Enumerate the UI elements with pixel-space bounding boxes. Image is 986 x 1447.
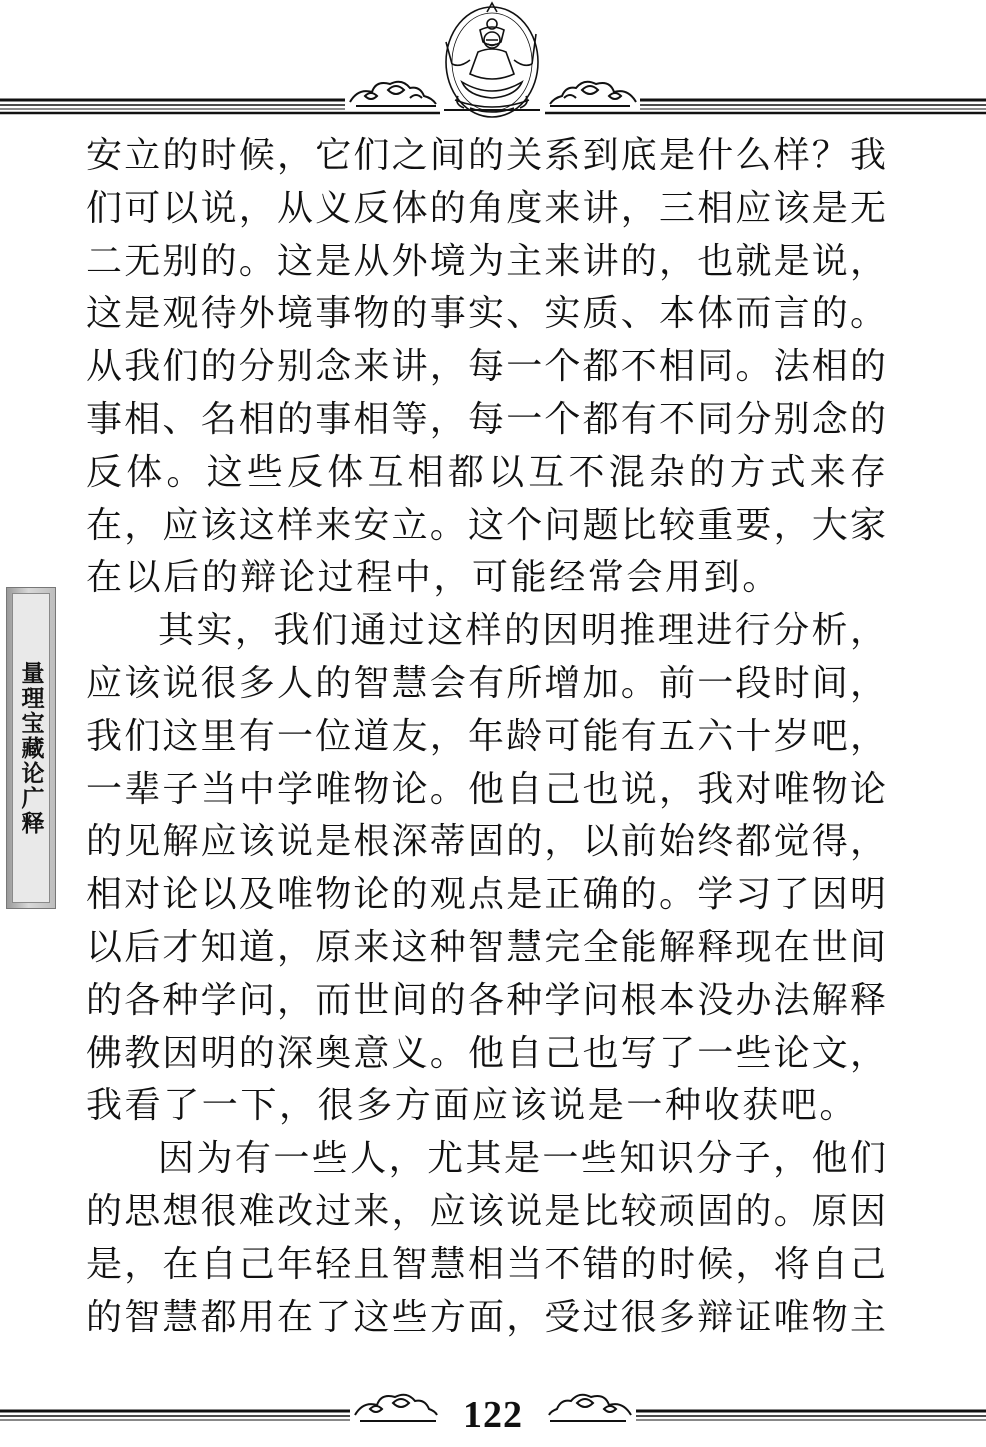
page-footer bbox=[0, 1385, 986, 1443]
deity-emblem-icon bbox=[444, 3, 540, 117]
text-line: 应该说很多人的智慧会有所增加。前一段时间， bbox=[86, 662, 886, 704]
page-header bbox=[0, 0, 986, 125]
book-title-vertical: 量理宝藏论广释 bbox=[17, 660, 45, 836]
text-line: 的各种学问，而世间的各种学问根本没办法解释 bbox=[86, 979, 886, 1021]
body-text bbox=[86, 130, 886, 1344]
text-line: 们可以说，从义反体的角度来讲，三相应该是无 bbox=[86, 187, 886, 229]
text-line-paragraph-start: 因为有一些人，尤其是一些知识分子，他们 bbox=[158, 1138, 886, 1180]
footer-rule-right bbox=[636, 1411, 986, 1420]
cloud-scroll-icon bbox=[350, 82, 436, 106]
side-tab bbox=[6, 587, 56, 909]
text-line: 安立的时候，它们之间的关系到底是什么样？我 bbox=[86, 135, 886, 176]
header-ornament bbox=[0, 0, 986, 125]
text-line: 反体。这些反体互相都以互不混杂的方式来存 bbox=[86, 451, 886, 493]
text-line: 从我们的分别念来讲，每一个都不相同。法相的 bbox=[86, 346, 886, 388]
text-line: 的思想很难改过来，应该说是比较顽固的。原因 bbox=[86, 1190, 886, 1232]
cloud-scroll-icon bbox=[549, 1395, 631, 1421]
text-line-paragraph-end: 在以后的辩论过程中，可能经常会用到。 bbox=[86, 557, 781, 599]
page-number: 122 bbox=[463, 1394, 523, 1436]
text-line: 相对论以及唯物论的观点是正确的。学习了因明 bbox=[86, 874, 886, 916]
side-tab-inner bbox=[12, 593, 50, 903]
footer-rule-left bbox=[0, 1411, 350, 1420]
text-line: 的见解应该说是根深蒂固的，以前始终都觉得， bbox=[86, 821, 886, 863]
text-line: 以后才知道，原来这种智慧完全能解释现在世间 bbox=[86, 926, 886, 968]
text-line: 佛教因明的深奥意义。他自己也写了一些论文， bbox=[86, 1032, 886, 1074]
text-line: 是，在自己年轻且智慧相当不错的时候，将自己 bbox=[86, 1243, 886, 1285]
text-line: 一辈子当中学唯物论。他自己也说，我对唯物论 bbox=[86, 768, 886, 810]
cloud-scroll-icon bbox=[550, 82, 636, 106]
text-line: 的智慧都用在了这些方面，受过很多辩证唯物主 bbox=[86, 1296, 886, 1338]
text-line: 这是观待外境事物的事实、实质、本体而言的。 bbox=[86, 293, 886, 335]
text-line: 二无别的。这是从外境为主来讲的，也就是说， bbox=[86, 240, 886, 282]
text-line: 事相、名相的事相等，每一个都有不同分别念的 bbox=[86, 398, 886, 440]
text-line-paragraph-start: 其实，我们通过这样的因明推理进行分析， bbox=[158, 610, 886, 652]
cloud-scroll-icon bbox=[355, 1395, 437, 1421]
text-line: 在，应该这样来安立。这个问题比较重要，大家 bbox=[86, 504, 886, 546]
text-line: 我们这里有一位道友，年龄可能有五六十岁吧， bbox=[86, 715, 886, 757]
text-line-paragraph-end: 我看了一下，很多方面应该说是一种收获吧。 bbox=[86, 1085, 859, 1127]
